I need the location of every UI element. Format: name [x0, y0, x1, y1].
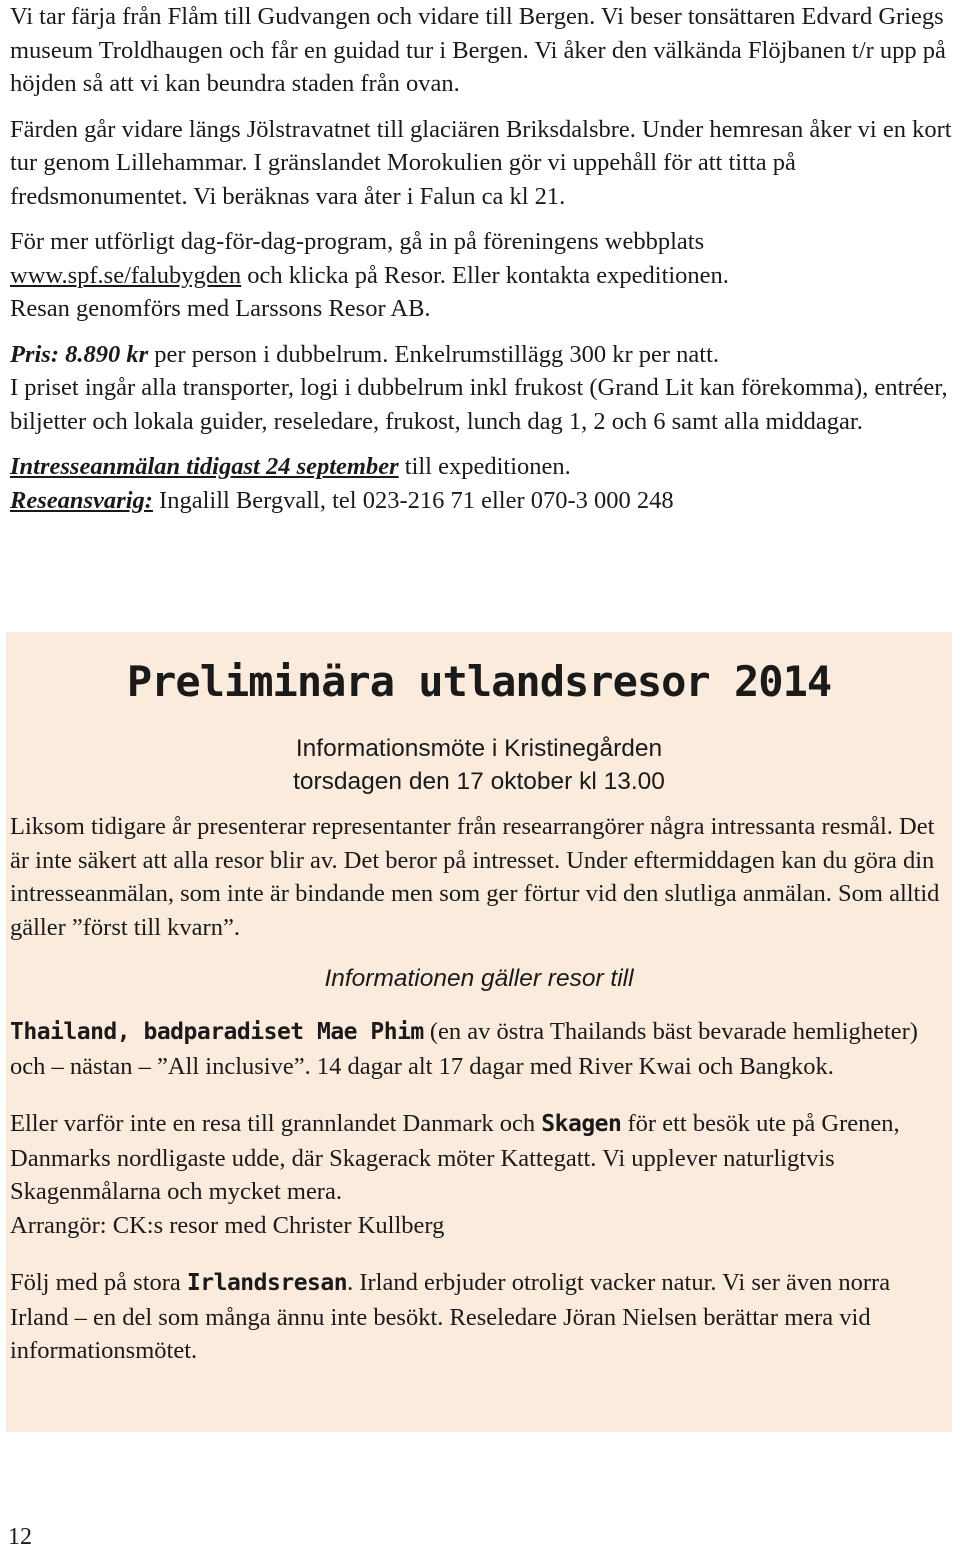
responsible-text: Ingalill Bergvall, tel 023-216 71 eller 070-3 000 248: [152, 486, 674, 514]
trip-skagen-organizer: Arrangör: CK:s resor med Christer Kullberg: [10, 1211, 445, 1239]
interest-text: till expeditionen.: [398, 453, 571, 480]
trips-lead: Informationen gäller resor till: [324, 965, 634, 992]
document-body: [10, 0, 952, 517]
trip-ireland-name: Irlandsresan: [186, 1270, 348, 1296]
meeting-info: [10, 732, 948, 798]
interest-label: Intresseanmälan tidigast 24 september: [10, 453, 399, 480]
trip-skagen-name: Skagen: [541, 1111, 622, 1137]
price-inclusions: I priset ingår alla transporter, logi i dubbelrum inkl frukost (Grand Lit kan förekomma), entréer, biljetter och lokala guider, reseledare, frukost, lunch dag 1, 2 och 6 samt alla middagar.: [10, 374, 948, 435]
box-body: [10, 810, 948, 1368]
program-text: För mer utförligt dag-för-dag-program, gå in på föreningens webbplats: [10, 228, 705, 255]
box-title: Preliminära utlandsresor 2014: [126, 657, 832, 706]
trip-thailand-name: Thailand, badparadiset Mae Phim: [10, 1019, 424, 1045]
trip-skagen-text: för ett besök ute på Grenen, Danmarks nordligaste udde, där Skagerack möter Kattegatt. Vi upplever naturligtvis Skagenmålarna och mycket mera.: [10, 1110, 900, 1205]
page-number: 12: [8, 1524, 32, 1550]
program-text-continued: och klicka på Resor. Eller kontakta expeditionen.: [241, 261, 729, 289]
trip-ireland-intro: Följ med på stora: [10, 1269, 187, 1296]
organizer-text: Resan genomförs med Larssons Resor AB.: [10, 295, 431, 322]
intro-paragraph-2: Färden går vidare längs Jölstravatnet till glaciären Briksdalsbre. Under hemresan åker vi en kort tur genom Lillehammar. I gränslandet Morokulien gör vi uppehåll för att titta på fredsmonumentet. Vi beräknas vara åter i Falun ca kl 21.: [10, 115, 952, 210]
responsible-label: Reseansvarig:: [10, 486, 153, 514]
trip-ireland-text: . Irland erbjuder otroligt vacker natur. Vi ser även norra Irland – en del som många ännu inte besökt. Reseledare Jöran Nielsen berättar mera vid informationsmötet.: [10, 1269, 891, 1364]
trips-info-box: [6, 632, 952, 1432]
interest-info: [10, 450, 952, 484]
price-label: Pris: 8.890 kr: [10, 340, 149, 368]
program-info: [10, 225, 952, 326]
trip-thailand: [10, 1015, 948, 1083]
intro-text: Liksom tidigare år presenterar representanter från researrangörer några intressanta resmål. Det är inte säkert att alla resor blir av. Det beror på intresset. Under eftermiddagen kan du göra din intresseanmälan, som inte är bindande men som ger förtur vid den slutliga anmälan. Som alltid gäller ”först till kvarn”.: [10, 813, 940, 941]
website-link[interactable]: www.spf.se/falubygden: [10, 261, 242, 289]
meeting-place: Informationsmöte i Kristinegården: [295, 735, 663, 762]
responsible-info: [10, 484, 952, 518]
meeting-time: torsdagen den 17 oktober kl 13.00: [293, 768, 665, 795]
trip-thailand-text: (en av östra Thailands bäst bevarade hemligheter) och – nästan – ”All inclusive”. 14 dagar alt 17 dagar med River Kwai och Bangkok.: [10, 1018, 918, 1080]
price-text: per person i dubbelrum. Enkelrumstillägg 300 kr per natt.: [148, 340, 720, 368]
trip-skagen: [10, 1107, 948, 1209]
trip-ireland: [10, 1266, 948, 1368]
trip-skagen-intro: Eller varför inte en resa till grannlandet Danmark och: [10, 1110, 542, 1137]
price-info: [10, 338, 952, 372]
intro-paragraph-1: Vi tar färja från Flåm till Gudvangen och vidare till Bergen. Vi beser tonsättaren Edvard Griegs museum Troldhaugen och får en guidad tur i Bergen. Vi åker den välkända Flöjbanen t/r upp på höjden så att vi kan beundra staden från ovan.: [10, 3, 946, 97]
